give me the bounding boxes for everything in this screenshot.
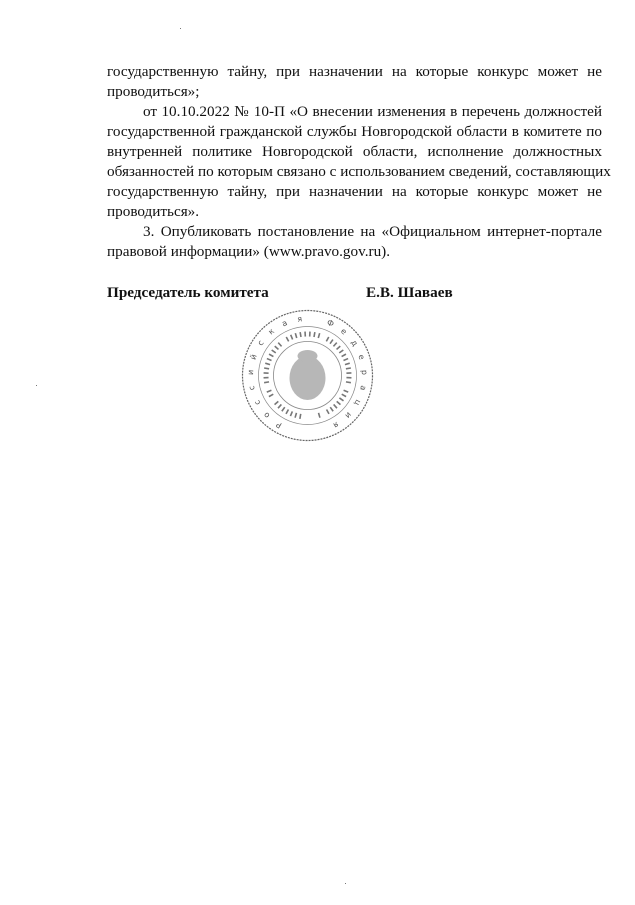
seal-inner-glyph-mark [278,404,281,408]
seal-inner-glyph-mark [334,404,337,408]
seal-glyph: а [358,384,369,392]
seal-glyph: с [255,338,266,348]
seal-inner-glyph-mark [314,332,315,337]
seal-glyph: е [356,353,367,361]
seal-inner-glyph-mark [342,354,346,356]
seal-inner-glyph-mark [267,390,272,392]
seal-glyph: р [359,369,370,376]
seal-inner-glyph-mark [344,390,349,392]
text-line: правовой информации» (www.pravo.gov.ru). [107,243,391,260]
seal-inner-glyph-mark [337,346,341,349]
seal-glyph: о [261,410,272,421]
seal-glyph: я [296,314,303,324]
seal-inner-glyph-mark [319,413,320,418]
text-line: от 10.10.2022 № 10-П «О внесении изменения в перечень должностей [143,103,602,120]
seal-glyph: я [331,419,341,430]
seal-glyph: Ф [325,317,336,329]
seal-inner-glyph-mark [269,354,273,356]
seal-glyph: к [266,326,276,337]
scan-speck [180,28,181,29]
seal-inner-glyph-mark [286,337,288,341]
signatory-name: Е.В. Шаваев [366,284,453,301]
seal-inner-glyph-mark [269,394,273,396]
official-seal [240,308,375,443]
seal-glyph: й [248,353,259,361]
text-line: проводиться»; [107,83,200,100]
seal-glyph: а [280,318,289,329]
seal-inner-glyph-mark [300,414,301,419]
seal-inner-glyph-mark [286,410,288,414]
seal-inner-glyph-mark [272,350,276,353]
seal-inner-glyph-mark [295,333,296,338]
seal-inner-glyph-mark [265,363,270,364]
seal-inner-glyph-mark [300,332,301,337]
coat-of-arms-emblem [290,350,326,400]
seal-inner-glyph-mark [327,410,329,414]
text-line: проводиться». [107,203,200,220]
seal-inner-glyph-mark [295,413,296,418]
seal-inner-glyph-mark [267,359,272,361]
seal-glyph: Р [274,419,284,430]
seal-inner-glyph-mark [337,401,341,404]
seal-inner-glyph-mark [326,337,328,341]
seal-inner-glyph-mark [343,359,348,361]
seal-inner-glyph-mark [346,368,351,369]
text-line: обязанностей по которым связано с использованием сведений, составляющих [107,163,611,180]
seal-inner-glyph-mark [282,407,285,411]
seal-inner-glyph-mark [333,343,336,347]
text-line: государственную тайну, при назначении на которые конкурс может не [107,63,602,80]
scan-speck [345,883,346,884]
seal-inner-glyph-mark [275,401,279,404]
seal-inner-glyph-mark [339,350,343,353]
seal-glyph: и [343,410,354,421]
text-line: государственную тайну, при назначении на которые конкурс может не [107,183,602,200]
scan-speck [36,385,37,386]
seal-inner-glyph-mark [275,346,279,349]
text-line: 3. Опубликовать постановление на «Официальном интернет-портале [143,223,602,240]
seal-inner-glyph-mark [330,340,333,344]
seal-inner-glyph-mark [342,394,346,396]
document-body [107,62,611,262]
seal-inner-glyph-mark [339,398,343,401]
text-line: государственной гражданской службы Новгородской области в комитете по [107,123,602,140]
seal-inner-glyph-mark [278,343,281,347]
seal-inner-glyph-mark [264,368,269,369]
seal-glyph: е [338,326,349,337]
seal-inner-glyph-mark [291,335,293,340]
seal-glyph: ц [352,398,363,408]
seal-glyph: с [252,398,263,407]
seal-inner-glyph-mark [318,333,319,338]
seal-inner-glyph-mark [290,411,292,416]
seal-glyph: и [245,369,256,376]
seal-glyph: с [247,384,257,392]
seal-inner-glyph-mark [264,382,269,383]
seal-inner-glyph-mark [345,363,350,364]
text-line: внутренней политике Новгородской области, исполнение должностных [107,143,602,160]
seal-inner-glyph-mark [330,407,333,411]
seal-glyph: д [349,338,360,348]
signatory-position: Председатель комитета [107,284,269,301]
seal-inner-glyph-mark [346,382,351,383]
